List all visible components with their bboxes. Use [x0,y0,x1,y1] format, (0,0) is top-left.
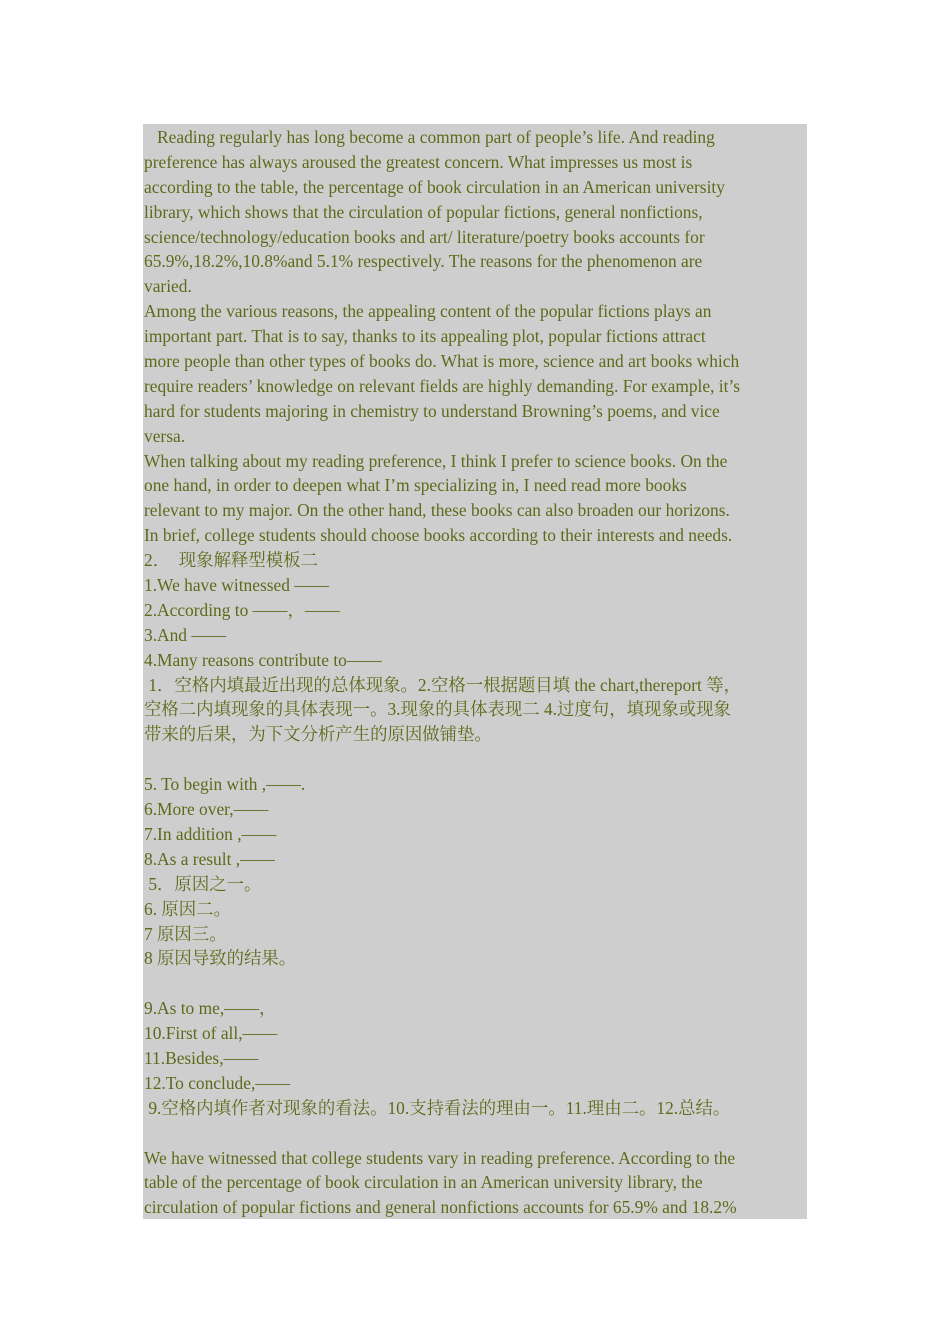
text-line: 空格二内填现象的具体表现一。3.现象的具体表现二 4.过度句，填现象或现象 [144,699,731,720]
text-line: 11.Besides,—— [144,1047,259,1068]
text-line: table of the percentage of book circulation in an American university library, the [144,1172,703,1193]
text-line: hard for students majoring in chemistry to understand Browning’s poems, and vice [144,400,720,421]
text-line: 10.First of all,—— [144,1023,278,1044]
text-line: 6.More over,—— [144,799,269,820]
text-line: 7 原因三。 [144,923,227,944]
text-line: science/technology/education books and art/ literature/poetry books accounts for [144,226,705,247]
text-line: 7.In addition ,—— [144,823,277,844]
text-line: important part. That is to say, thanks to its appealing plot, popular fictions attract [144,326,706,347]
text-line: library, which shows that the circulation of popular fictions, general nonfictions, [144,201,703,222]
text-line: relevant to my major. On the other hand, these books can also broaden our horizons. [144,500,730,521]
highlighted-text-block [143,124,807,1219]
text-line: 1.We have witnessed —— [144,575,330,596]
text-line: one hand, in order to deepen what I’m specializing in, I need read more books [144,475,687,496]
text-line: 2.According to ——，—— [144,599,340,620]
text-line: Among the various reasons, the appealing content of the popular fictions plays an [144,301,712,322]
text-line: 5．原因之一。 [144,873,262,894]
text-line: 6. 原因二。 [144,898,231,919]
text-line: Reading regularly has long become a common part of people’s life. And reading [144,127,715,147]
text-line: 带来的后果，为下文分析产生的原因做铺垫。 [144,724,492,745]
blank-line [144,747,805,772]
text-line: 1．空格内填最近出现的总体现象。2.空格一根据题目填 the chart,thereport 等， [144,674,742,695]
text-line: 3.And —— [144,624,227,645]
text-line: 12.To conclude,—— [144,1072,291,1093]
text-line: more people than other types of books do. What is more, science and art books which [144,351,740,372]
text-line: We have witnessed that college students vary in reading preference. According to the [144,1147,736,1168]
text-line: 4.Many reasons contribute to—— [144,649,382,670]
blank-line [144,1121,805,1146]
text-line: 9.As to me,——， [144,998,277,1019]
text-line: 5. To begin with ,——. [144,774,306,795]
text-lines [144,125,805,1219]
text-line: 8.As a result ,—— [144,848,275,869]
text-line: When talking about my reading preference, I think I prefer to science books. On the [144,450,728,471]
text-line: 8 原因导致的结果。 [144,948,297,969]
text-line: according to the table, the percentage of book circulation in an American university [144,176,725,197]
blank-line [144,971,805,996]
text-line: versa. [144,425,186,446]
text-line: 9.空格内填作者对现象的看法。10.支持看法的理由一。11.理由二。12.总结。 [144,1097,731,1118]
text-line: circulation of popular fictions and general nonfictions accounts for 65.9% and 18.2% [144,1197,737,1218]
text-line: In brief, college students should choose books according to their interests and needs. [144,525,733,546]
text-line: preference has always aroused the greatest concern. What impresses us most is [144,151,693,172]
text-line: 2． 现象解释型模板二 [144,550,318,571]
text-line: require readers’ knowledge on relevant fields are highly demanding. For example, it’s [144,375,741,396]
text-line: varied. [144,276,192,297]
text-line: 65.9%,18.2%,10.8%and 5.1% respectively. The reasons for the phenomenon are [144,251,703,272]
